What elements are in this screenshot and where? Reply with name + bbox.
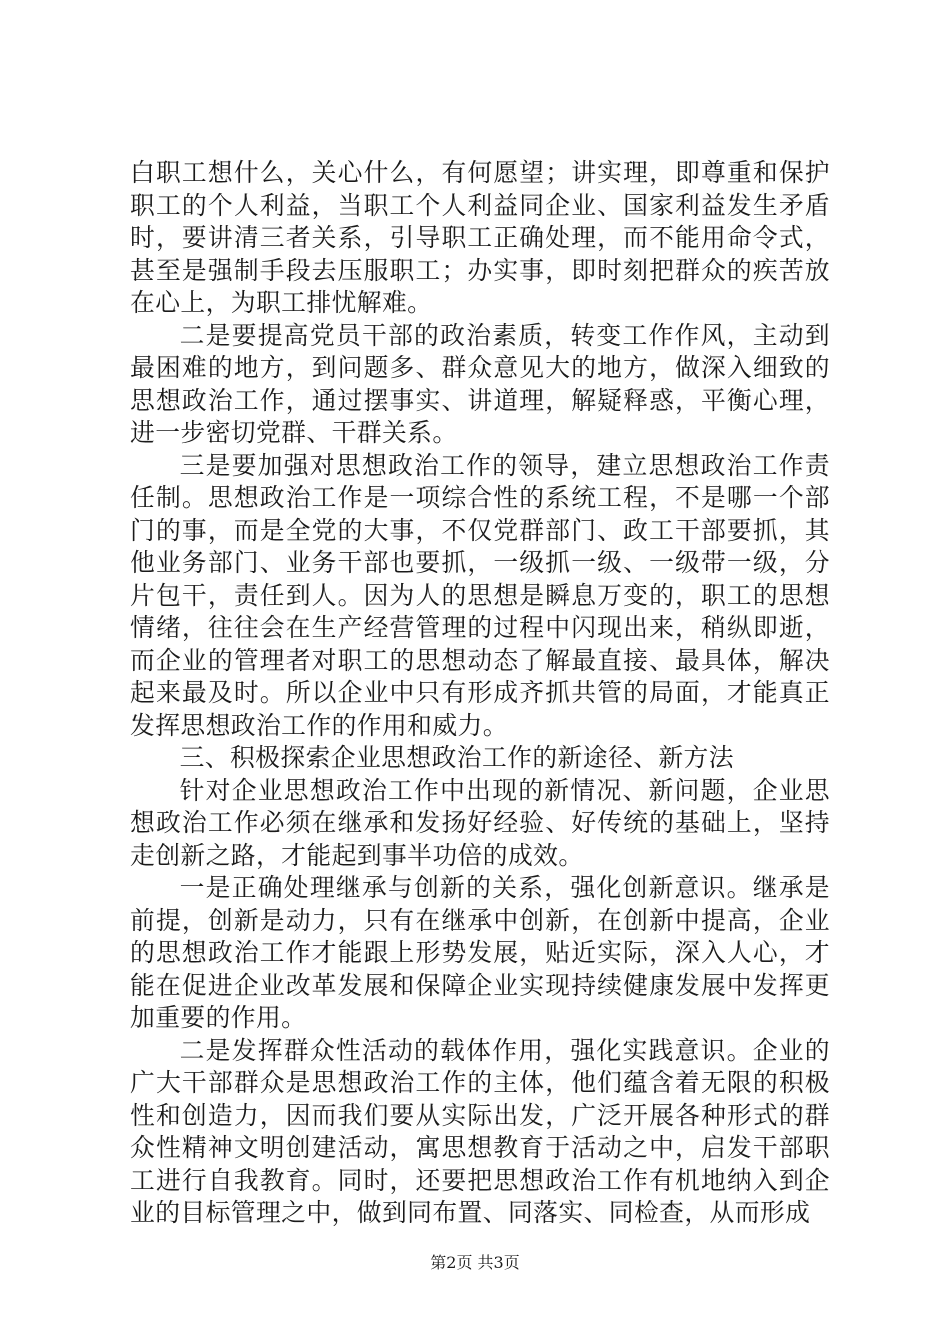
paragraph-innovation-two: 二是发挥群众性活动的载体作用，强化实践意识。企业的广大干部群众是思想政治工作的主体，他们蕴含着无限的积极性和创造力，因而我们要从实际出发，广泛开展各种形式的群众性精神文明创建活动，寓思想教育于活动之中，启发干部职工进行自我教育。同时，还要把思想政治工作有机地纳入到企业的目标管理之中，做到同布置、同落实、同检查，从而形成 bbox=[130, 1035, 830, 1227]
paragraph-point-three: 三是要加强对思想政治工作的领导，建立思想政治工作责任制。思想政治工作是一项综合性的系统工程，不是哪一个部门的事，而是全党的大事，不仅党群部门、政工干部要抓，其他业务部门、业务干部也要抓，一级抓一级、一级带一级，分片包干，责任到人。因为人的思想是瞬息万变的，职工的思想情绪，往往会在生产经营管理的过程中闪现出来，稍纵即逝，而企业的管理者对职工的思想动态了解最直接、最具体，解决起来最及时。所以企业中只有形成齐抓共管的局面，才能真正发挥思想政治工作的作用和威力。 bbox=[130, 450, 830, 740]
paragraph-innovation-one: 一是正确处理继承与创新的关系，强化创新意识。继承是前提，创新是动力，只有在继承中创新，在创新中提高，企业的思想政治工作才能跟上形势发展，贴近实际，深入人心，才能在促进企业改革发展和保障企业实现持续健康发展中发挥更加重要的作用。 bbox=[130, 873, 830, 1032]
paragraph-section-intro: 针对企业思想政治工作中出现的新情况、新问题，企业思想政治工作必须在继承和发扬好经验、好传统的基础上，坚持走创新之路，才能起到事半功倍的成效。 bbox=[130, 775, 830, 870]
document-body bbox=[130, 157, 830, 1230]
paragraph-continuation: 白职工想什么，关心什么，有何愿望；讲实理，即尊重和保护职工的个人利益，当职工个人利益同企业、国家利益发生矛盾时，要讲清三者关系，引导职工正确处理，而不能用命令式，甚至是强制手段去压服职工；办实事，即时刻把群众的疾苦放在心上，为职工排忧解难。 bbox=[130, 158, 830, 317]
paragraph-point-two: 二是要提高党员干部的政治素质，转变工作作风，主动到最困难的地方，到问题多、群众意见大的地方，做深入细致的思想政治工作，通过摆事实、讲道理，解疑释惑，平衡心理，进一步密切党群、干群关系。 bbox=[130, 320, 830, 447]
page-footer: 第2页 共3页 bbox=[430, 1253, 520, 1272]
section-heading-three: 三、积极探索企业思想政治工作的新途径、新方法 bbox=[179, 743, 734, 772]
